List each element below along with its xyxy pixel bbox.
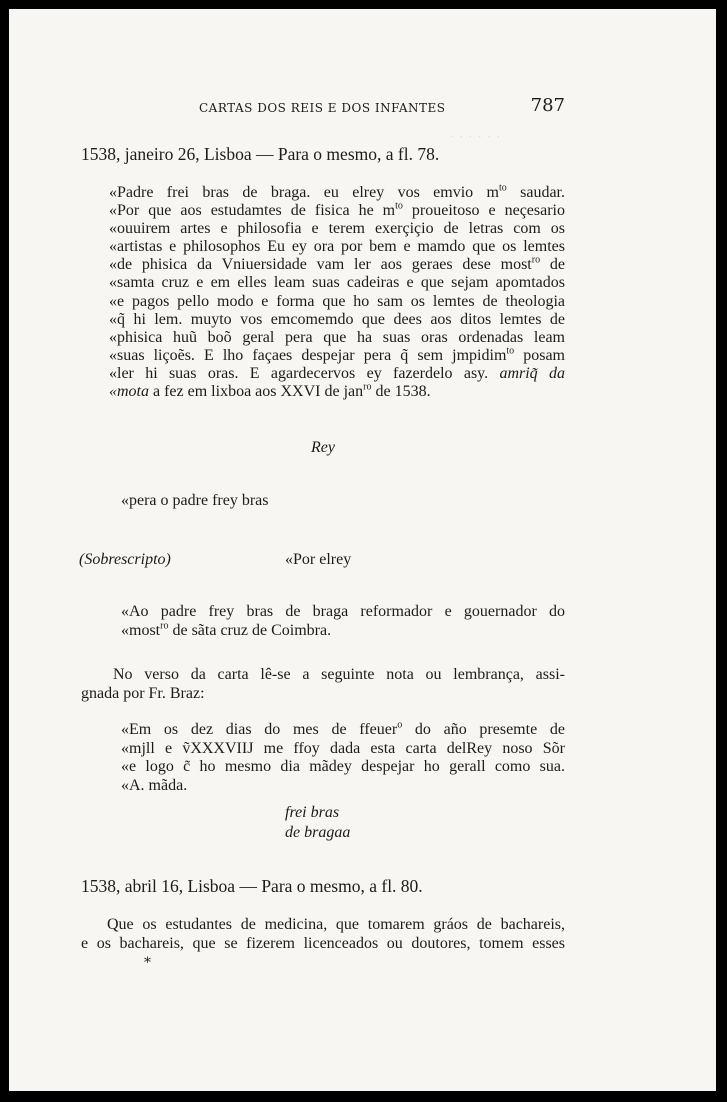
letter-line — [121, 622, 565, 641]
superscript: ro — [363, 381, 372, 393]
note-signature-line: frei bras — [285, 804, 340, 821]
note-body — [121, 721, 565, 795]
letter-text: proueitoso e neçesario — [402, 202, 565, 220]
note-intro — [81, 665, 565, 703]
letter-text: saudar. — [506, 184, 565, 201]
letter-line: gnada por Fr. Braz: — [81, 685, 205, 702]
letter-line: «mjll e ṽXXXVIIJ me ffoy dada esta carta delRey noso Sõr — [121, 739, 565, 757]
letter-line: No verso da carta lê-se a seguinte nota ou lembrança, assi- — [113, 666, 565, 683]
letter-text: amriq̃ da — [488, 364, 566, 382]
letter-line: e os bachareis, que se fizerem licenceados ou doutores, tomem esses — [81, 935, 565, 952]
letter-text: «ler hi suas oras. E agardecervos ey fazerdelo asy. — [109, 364, 489, 382]
letter-text: de 1538. — [375, 383, 431, 401]
letter-text: «Por que aos estudamtes de fisica he m — [109, 202, 396, 220]
letter-address: «pera o padre frey bras — [121, 492, 269, 509]
letter-line — [109, 256, 565, 274]
letter-line: «e pagos pello modo e forma que ho sam os lemtes de theologia — [109, 292, 565, 310]
page-number: 787 — [530, 95, 565, 116]
letter-text: posam — [514, 346, 565, 364]
letter-text: do año presemte de — [402, 721, 565, 738]
letter-text: «suas liçoẽs. E lho façaes despejar pera q̃ sem jmpidim — [109, 346, 507, 364]
letter-line: Que os estudantes de medicina, que tomarem gráos de bachareis, — [107, 916, 565, 933]
entry-heading-text: 1538, janeiro 26, Lisboa — Para o mesmo, a fl. 78. — [81, 144, 440, 164]
letter-line — [109, 383, 565, 401]
superscript: ro — [531, 255, 541, 267]
superscript: to — [498, 182, 507, 194]
letter-text: «Padre frei bras de braga. eu elrey vos emvio m — [109, 184, 499, 201]
letter-line: «e logo c̃ ho mesmo dia mãdey despejar ho gerall como sua. — [121, 758, 565, 775]
letter-text: de sãta cruz de Coimbra. — [168, 621, 332, 639]
letter-text: «de phisica da Vniuersidade vam ler aos geraes dese most — [109, 256, 532, 274]
sobrescripto-address — [121, 603, 565, 640]
signature-rey: Rey — [311, 439, 335, 456]
letter-line — [121, 721, 565, 740]
letter-line: «A. mãda. — [121, 776, 188, 794]
superscript: o — [397, 719, 403, 731]
letter-line: «samta cruz e em elles leam suas cadeiras e que sejam apomtados — [109, 274, 565, 292]
show-through-text: · · · · · · — [449, 129, 501, 146]
letter-line: «phisica huũ boõ geral pera que ha suas oras ordenadas leam — [109, 328, 565, 346]
note-signature-line: de bragaa — [285, 824, 351, 841]
letter-text: a fez em lixboa aos XXVI de jan — [153, 383, 364, 401]
letter-line: «q̃ hi lem. muyto vos emcomemdo que dees aos ditos lemtes de — [109, 310, 565, 328]
superscript: to — [395, 200, 403, 212]
document-page — [9, 9, 716, 1091]
sobrescripto-label-text: (Sobrescripto) — [79, 551, 171, 568]
letter-text: «most — [121, 621, 161, 639]
letter-text: «Em os dez dias do mes de ffeuer — [121, 721, 398, 738]
letter-line — [109, 184, 565, 202]
entry-heading-text: 1538, abril 16, Lisboa — Para o mesmo, a fl. 80. — [81, 876, 423, 896]
letter-text: de — [540, 256, 565, 274]
letter-line: «Ao padre frey bras de braga reformador e gouernador do — [121, 603, 565, 620]
note-signature — [285, 803, 485, 843]
entry-heading-2 — [81, 875, 565, 897]
letter-body — [109, 184, 565, 401]
running-head — [81, 95, 565, 123]
superscript: to — [506, 345, 515, 357]
entry2-summary — [81, 915, 565, 953]
footnote-mark: * — [144, 955, 151, 971]
letter-text: «mota — [109, 383, 149, 401]
letter-line — [109, 365, 565, 383]
letter-line — [109, 347, 565, 365]
letter-line: «artistas e philosophos Eu ey ora por bem e mamdo que os lemtes — [109, 238, 565, 256]
sobrescripto-text: «Por elrey — [285, 551, 352, 568]
letter-line: «ouuirem artes e philosofia e terem exerçiçio de letras com os — [109, 220, 565, 238]
letter-line — [109, 202, 565, 220]
entry-heading-1 — [81, 143, 565, 165]
running-title: CARTAS DOS REIS E DOS INFANTES — [199, 101, 446, 115]
superscript: ro — [160, 620, 169, 632]
